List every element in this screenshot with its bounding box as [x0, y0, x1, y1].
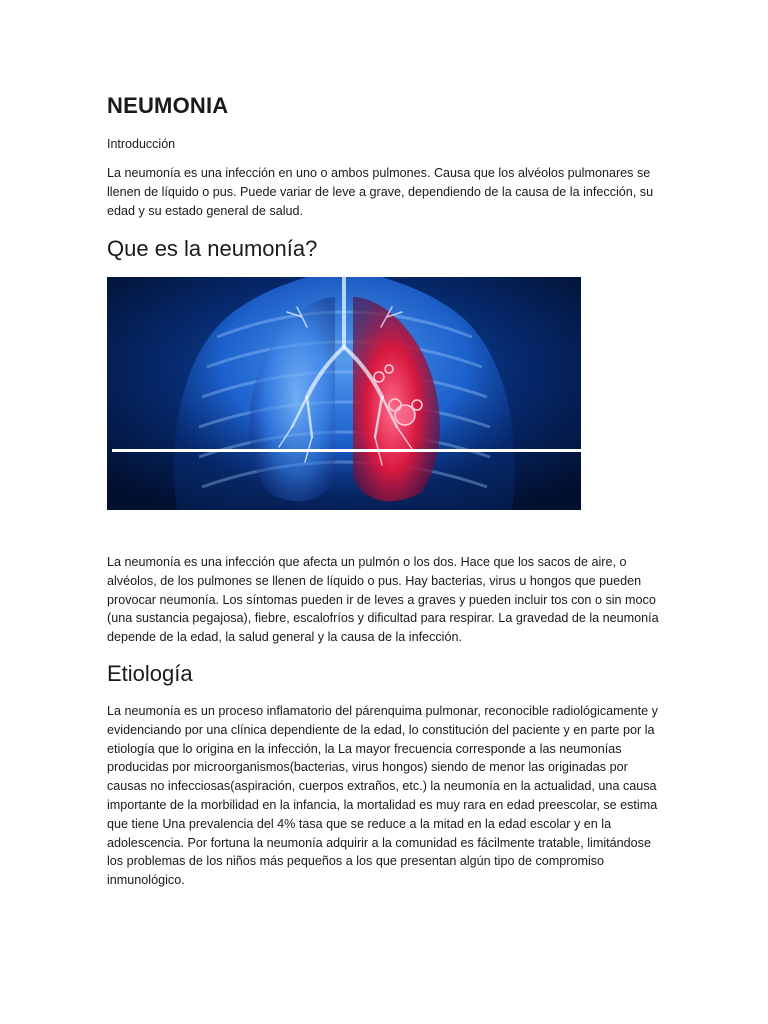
document-title: NEUMONIA — [107, 93, 229, 118]
section1-paragraph: La neumonía es una infección que afecta un pulmón o los dos. Hace que los sacos de aire, o alvéolos, de los pulmones se llenen de líquido o pus. Hay bacterias, virus u hongos que pueden provocar neumonía. Los síntomas pueden ir de leves a graves y pueden incluir tos con o sin moco (una sustancia pegajosa), fiebre, escalofríos y dificultad para respirar. La gravedad de la neumonía depende de la edad, la salud general y la causa de la infección. — [107, 555, 659, 645]
intro-paragraph: La neumonía es una infección en uno o ambos pulmones. Causa que los alvéolos pulmonares se llenen de líquido o pus. Puede variar de leve a grave, dependiendo de la causa de la infección, su edad y su estado general de salud. — [107, 166, 654, 218]
section-heading-etiologia: Etiología — [107, 661, 193, 686]
lungs-illustration — [107, 277, 581, 510]
lungs-illustration-svg — [107, 277, 581, 510]
section2-paragraph: La neumonía es un proceso inflamatorio del párenquima pulmonar, reconocible radiológicamente y evidenciando por una clínica dependiente de la edad, lo constitución del paciente y en parte por la etiología que lo origina en la infección, la La mayor frecuencia corresponde a las neumonías producidas por microorganismos(bacterias, virus hongos) siendo de menor las originadas por causas no infecciosas(aspiración, cuerpos extraños, etc.) la neumonía en la actualidad, una causa importante de la morbilidad en la infancia, la mortalidad es muy rara en edad preescolar, se estima que tiene Una prevalencia del 4% tasa que se reduce a la mitad en la edad escolar y en la adolescencia. Por fortuna la neumonía adquirir a la comunidad es fácilmente tratable, limitándose los problemas de los niños más pequeños a los que presentan algún tipo de compromiso inmunológico. — [107, 704, 658, 888]
highlight-line — [112, 449, 581, 452]
intro-label: Introducción — [107, 137, 176, 151]
section-heading-que-es: Que es la neumonía? — [107, 236, 318, 261]
